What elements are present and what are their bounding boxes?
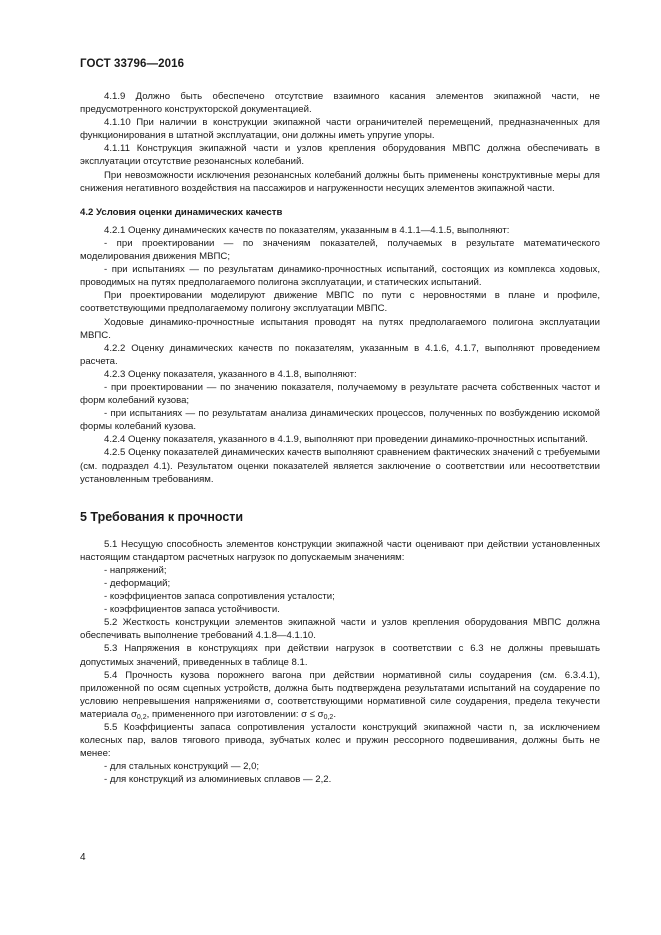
clause-5-4-subscript-1: 0,2: [136, 713, 147, 721]
paragraph-resonance: При невозможности исключения резонансных колебаний должны быть применены конструктивные меры для снижения негативного воздействия на пассажиров и нагруженности несущих элементов экипажной части.: [80, 169, 600, 194]
clause-5-4-text-b: , примененного при изготовлении: σ ≤ σ: [146, 708, 324, 720]
clause-4-1-9: 4.1.9 Должно быть обеспечено отсутствие взаимного касания элементов экипажной части, не предусмотренного конструкторской документацией.: [80, 91, 600, 116]
clause-5-4: [80, 669, 600, 721]
list-item-stresses: - напряжений;: [104, 564, 167, 576]
clause-5-4-text-a: 5.4 Прочность кузова порожнего вагона при действии нормативной силы соударения (см. 6.3.4.1), приложенной по осям сцепных устройств, должна быть подтверждена результатами испытаний на соударение по условию непревышения напряжениями σ, соответствующими нормативной силе соударения, предела текучести материала σ: [80, 669, 600, 720]
list-item-aluminium: - для конструкций из алюминиевых сплавов — 2,2.: [104, 774, 332, 786]
clause-5-5: 5.5 Коэффициенты запаса сопротивления усталости конструкций экипажной части n, за исключением колесных пар, валов тягового привода, зубчатых колес и пружин рессорного подвешивания, должны быть не менее:: [80, 722, 600, 760]
paragraph-running-tests: Ходовые динамико-прочностные испытания проводят на путях предполагаемого полигона эксплуатации МВПС.: [80, 316, 600, 341]
document-body: [80, 90, 600, 787]
list-item-tests-analysis: - при испытаниях — по результатам анализа динамических процессов, полученных по возбуждению искомой формы колебаний кузова.: [80, 408, 600, 433]
list-item-steel: - для стальных конструкций — 2,0;: [104, 761, 260, 773]
clause-4-2-4: 4.2.4 Оценку показателя, указанного в 4.1.9, выполняют при проведении динамико-прочностных испытаний.: [104, 434, 588, 446]
paragraph-design-modeling: При проектировании моделируют движение МВПС по пути с неровностями в плане и профиле, соответствующими предполагаемому полигону эксплуатации МВПС.: [80, 290, 600, 315]
list-item-design: - при проектировании — по значениям показателей, получаемых в результате математического моделирования движения МВПС;: [80, 237, 600, 263]
clause-4-1-11: 4.1.11 Конструкция экипажной части и узлов крепления оборудования МВПС должна обеспечивать в эксплуатации отсутствие резонансных колебаний.: [80, 143, 600, 168]
clause-4-2-3: 4.2.3 Оценку показателя, указанного в 4.1.8, выполняют:: [104, 368, 357, 380]
clause-5-4-subscript-2: 0,2: [323, 713, 334, 721]
list-item-deformations: - деформаций;: [104, 578, 171, 589]
clause-5-4-text-c: .: [333, 708, 336, 720]
page-number: 4: [80, 852, 86, 863]
list-item-design-frequencies: - при проектировании — по значению показателя, получаемому в результате расчета собственных частот и форм колебаний кузова;: [80, 381, 600, 407]
list-item-stability-factors: - коэффициентов запаса устойчивости.: [104, 604, 280, 616]
subsection-heading-4-2: 4.2 Условия оценки динамических качеств: [80, 206, 283, 218]
clause-4-2-5: 4.2.5 Оценку показателей динамических качеств выполняют сравнением фактических значений с требуемыми (см. подраздел 4.1). Результатом оценки показателей является заключение о соответствии или несоответствии установленным требованиям.: [80, 447, 600, 485]
clause-5-3: 5.3 Напряжения в конструкциях при действии нагрузок в соответствии с 6.3 не должны превышать допустимых значений, приведенных в таблице 8.1.: [80, 643, 600, 668]
list-item-fatigue-factors: - коэффициентов запаса сопротивления усталости;: [104, 591, 335, 603]
clause-5-2: 5.2 Жесткость конструкции элементов экипажной части и узлов крепления оборудования МВПС должна обеспечивать выполнение требований 4.1.8—4.1.10.: [80, 617, 600, 642]
clause-4-2-1: 4.2.1 Оценку динамических качеств по показателям, указанным в 4.1.1—4.1.5, выполняют:: [104, 224, 510, 236]
list-item-tests: - при испытаниях — по результатам динамико-прочностных испытаний, состоящих из комплекса ходовых, проводимых на путях предполагаемого полигона эксплуатации, и статических испытаний.: [80, 264, 600, 289]
clause-4-2-2: 4.2.2 Оценку динамических качеств по показателям, указанным в 4.1.6, 4.1.7, выполняют проведением расчета.: [80, 342, 600, 367]
section-heading-5: 5 Требования к прочности: [80, 509, 244, 524]
clause-4-1-10: 4.1.10 При наличии в конструкции экипажной части ограничителей перемещений, предназначенных для функционирования в штатной эксплуатации, они должны иметь упругие упоры.: [80, 117, 600, 142]
standard-header: ГОСТ 33796—2016: [80, 58, 185, 70]
clause-5-1: 5.1 Несущую способность элементов конструкции экипажной части оценивают при действии установленных настоящим стандартом расчетных нагрузок по допускаемым значениям:: [80, 538, 600, 563]
